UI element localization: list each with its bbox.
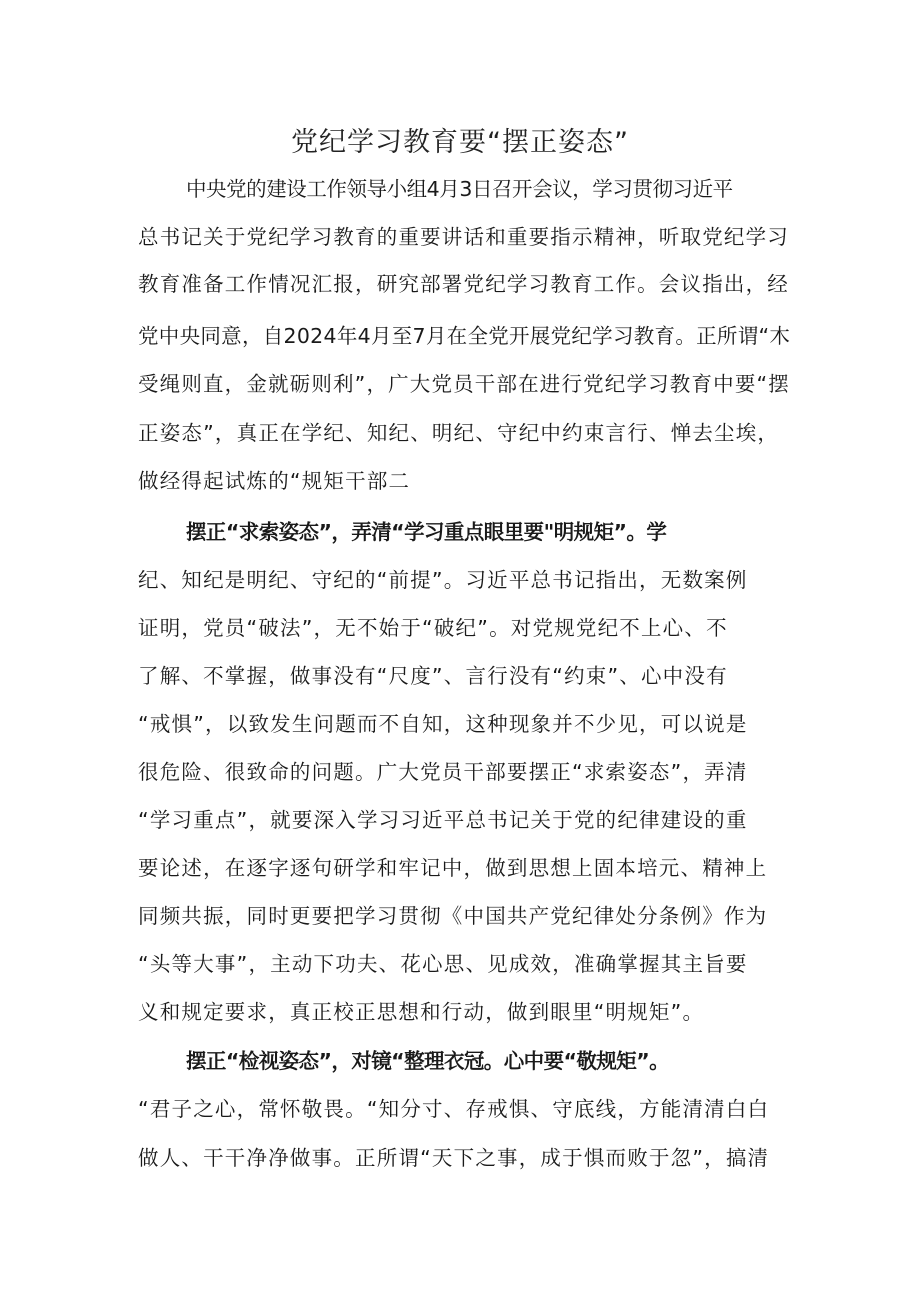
section-heading-line: 摆正“检视姿态”，对镜“整理衣冠。心中要“敬规矩”。	[186, 1049, 670, 1073]
paragraph-line: “学习重点”，就要深入学习习近平总书记关于党的纪律建设的重	[138, 808, 748, 832]
paragraph-line: 正姿态”，真正在学纪、知纪、明纪、守纪中约束言行、惮去尘埃，	[138, 421, 780, 445]
paragraph-line: 总书记关于党纪学习教育的重要讲话和重要指示精神，听取党纪学习	[138, 225, 789, 249]
paragraph-line: 受绳则直，金就砺则利”，广大党员干部在进行党纪学习教育中要“摆	[138, 372, 790, 396]
paragraph-line: 证明，党员“破法”，无不始于“破纪”。对党规党纪不上心、不	[138, 616, 728, 640]
paragraph-line: 纪、知纪是明纪、守纪的“前提”。习近平总书记指出，无数案例	[138, 568, 748, 592]
paragraph-line: 做经得起试炼的“规矩干部二	[138, 469, 411, 493]
paragraph-line: 教育准备工作情况汇报，研究部署党纪学习教育工作。会议指出，经	[138, 272, 789, 296]
paragraph-line: 同频共振，同时更要把学习贯彻《中国共产党纪律处分条例》作为	[138, 904, 768, 928]
paragraph-line: 义和规定要求，真正校正思想和行动，做到眼里“明规矩”。	[138, 1000, 705, 1024]
paragraph-line: 做人、干干净净做事。正所谓“天下之事，成于惧而败于忽”，搞清	[138, 1146, 770, 1170]
paragraph-line: 了解、不掌握，做事没有“尺度”、言行没有“约束”、心中没有	[138, 664, 728, 688]
paragraph-line: 很危险、很致命的问题。广大党员干部要摆正“求索姿态”，弄清	[138, 760, 748, 784]
paragraph-line: “君子之心，常怀敬畏。“知分寸、存戒惧、守底线，方能清清白白	[138, 1097, 770, 1121]
paragraph-line: 中央党的建设工作领导小组4月3日召开会议，学习贯彻习近平	[186, 177, 733, 201]
paragraph-line: 要论述，在逐字逐句研学和牢记中，做到思想上固本培元、精神上	[138, 856, 768, 880]
document-title: 党纪学习教育要“摆正姿态”	[291, 127, 629, 158]
paragraph-line: 党中央同意，自2024年4月至7月在全党开展党纪学习教育。正所谓“木	[138, 324, 791, 348]
paragraph-line: “头等大事”，主动下功夫、花心思、见成效，准确掌握其主旨要	[138, 952, 748, 976]
section-heading-line: 摆正“求索姿态”，弄清“学习重点眼里要"明规矩”。学	[186, 520, 667, 544]
paragraph-line: “戒惧”，以致发生问题而不自知，这种现象并不少见，可以说是	[138, 712, 748, 736]
